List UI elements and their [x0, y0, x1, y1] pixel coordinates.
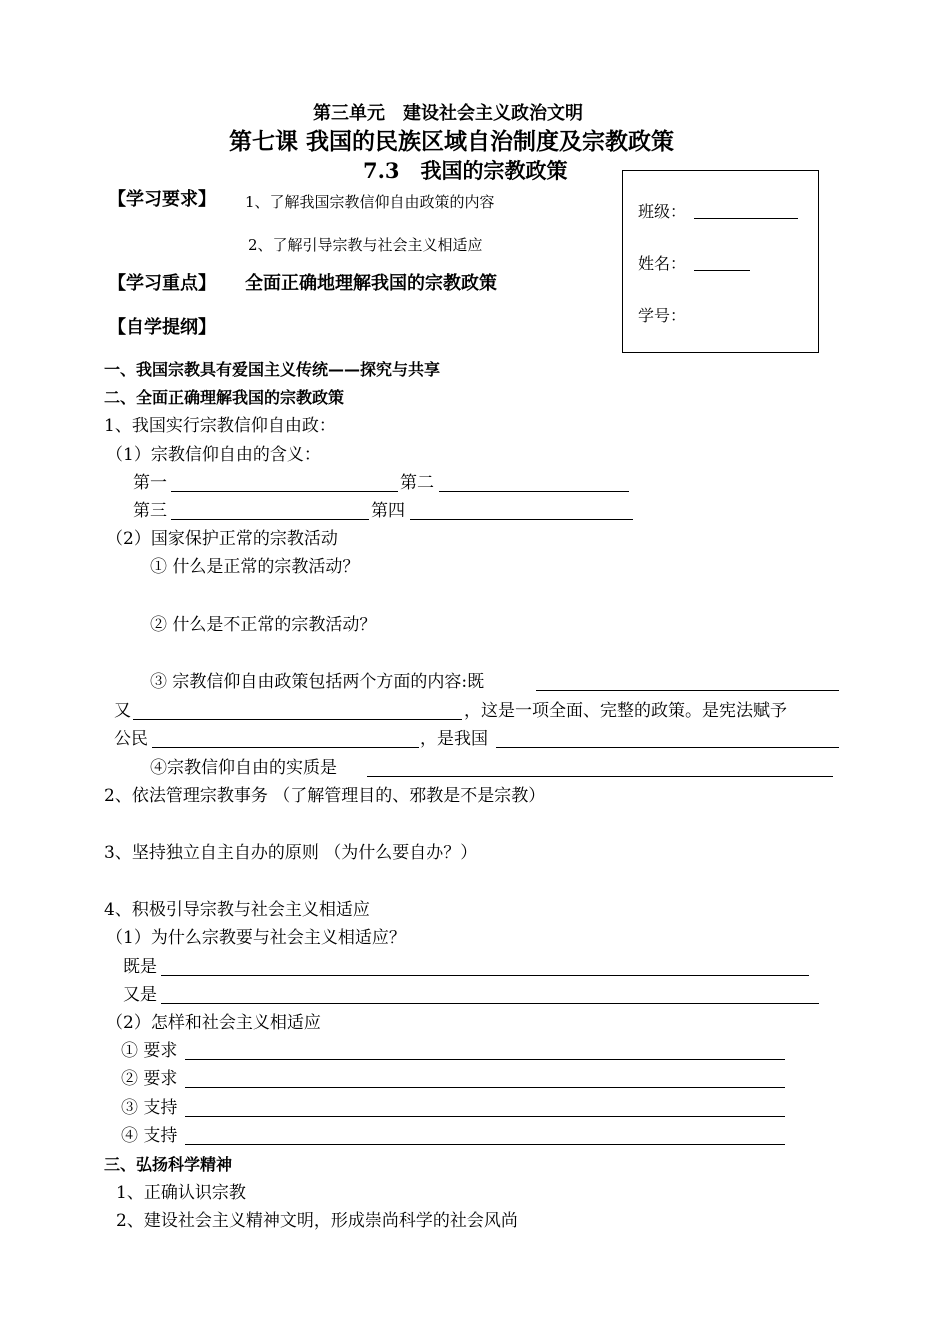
- unit-title: 第三单元 建设社会主义政治文明: [313, 103, 583, 124]
- key-point-text: 全面正确地理解我国的宗教政策: [245, 273, 497, 294]
- name-field[interactable]: [694, 270, 750, 271]
- key-point-label: 【学习重点】: [108, 273, 216, 294]
- section-title: 7.3 我国的宗教政策: [363, 158, 568, 183]
- first-blank[interactable]: [171, 491, 398, 492]
- requirement-item-1: 1、了解我国宗教信仰自由政策的内容: [245, 193, 495, 211]
- first-label: 第一: [133, 473, 167, 493]
- point-1: 1、我国实行宗教信仰自由政：: [104, 416, 336, 436]
- point-2: 2、依法管理宗教事务 （了解管理目的、邪教是不是宗教）: [104, 786, 546, 806]
- point-4-2: （2）怎样和社会主义相适应: [106, 1013, 321, 1033]
- youshi-blank[interactable]: [161, 1003, 819, 1004]
- requirement-1-blank[interactable]: [185, 1059, 785, 1060]
- section-2-heading: 二、全面正确理解我国的宗教政策: [104, 388, 345, 407]
- complete-text: ，这是一项全面、完整的政策。是宪法赋予: [464, 701, 787, 721]
- question-3: ③ 宗教信仰自由政策包括两个方面的内容:既: [150, 672, 485, 692]
- section-3-heading: 三、弘扬科学精神: [104, 1155, 233, 1174]
- second-blank[interactable]: [439, 491, 629, 492]
- requirement-2-blank[interactable]: [185, 1087, 785, 1088]
- section-3-item-1: 1、正确认识宗教: [116, 1183, 246, 1203]
- section-1-heading: 一、我国宗教具有爱国主义传统——探究与共享: [104, 360, 441, 379]
- class-label: 班级：: [638, 202, 687, 221]
- citizen-blank[interactable]: [152, 747, 419, 748]
- name-label: 姓名：: [638, 254, 687, 273]
- third-label: 第三: [133, 501, 167, 521]
- third-blank[interactable]: [171, 519, 369, 520]
- outline-label: 【自学提纲】: [108, 317, 216, 338]
- point-4-1: （1）为什么宗教要与社会主义相适应？: [106, 928, 406, 948]
- question-1: ① 什么是正常的宗教活动？: [150, 557, 360, 577]
- fourth-label: 第四: [371, 501, 405, 521]
- essence-blank[interactable]: [367, 776, 833, 777]
- requirement-1-label: ① 要求: [121, 1041, 178, 1061]
- fourth-blank[interactable]: [410, 519, 633, 520]
- requirements-label: 【学习要求】: [108, 189, 216, 210]
- requirement-2-label: ② 要求: [121, 1069, 178, 1089]
- point-3: 3、坚持独立自主自办的原则 （为什么要自办？）: [104, 843, 478, 863]
- support-1-label: ③ 支持: [121, 1098, 178, 1118]
- policy-blank-2[interactable]: [133, 719, 462, 720]
- second-label: 第二: [400, 473, 434, 493]
- requirement-item-2: 2、了解引导宗教与社会主义相适应: [248, 236, 483, 254]
- point-4: 4、积极引导宗教与社会主义相适应: [104, 900, 370, 920]
- point-1-2: （2）国家保护正常的宗教活动: [106, 529, 338, 549]
- point-1-1: （1）宗教信仰自由的含义：: [106, 445, 321, 465]
- jishi-label: 既是: [123, 957, 157, 977]
- id-label: 学号：: [638, 306, 687, 325]
- jishi-blank[interactable]: [161, 975, 809, 976]
- youshi-label: 又是: [123, 985, 157, 1005]
- support-1-blank[interactable]: [185, 1116, 785, 1117]
- support-2-label: ④ 支持: [121, 1126, 178, 1146]
- citizen-label: 公民: [114, 729, 148, 749]
- policy-blank-3[interactable]: [496, 747, 839, 748]
- question-2: ② 什么是不正常的宗教活动？: [150, 615, 377, 635]
- section-3-item-2: 2、建设社会主义精神文明，形成崇尚科学的社会风尚: [116, 1211, 518, 1231]
- policy-blank-1[interactable]: [536, 690, 839, 691]
- student-info-box: [622, 170, 819, 353]
- lesson-title: 第七课 我国的民族区域自治制度及宗教政策: [229, 129, 675, 155]
- support-2-blank[interactable]: [185, 1144, 785, 1145]
- is-our-text: ，是我国: [420, 729, 488, 749]
- you-label: 又: [114, 701, 131, 721]
- question-4: ④宗教信仰自由的实质是: [150, 758, 337, 778]
- class-field[interactable]: [694, 218, 798, 219]
